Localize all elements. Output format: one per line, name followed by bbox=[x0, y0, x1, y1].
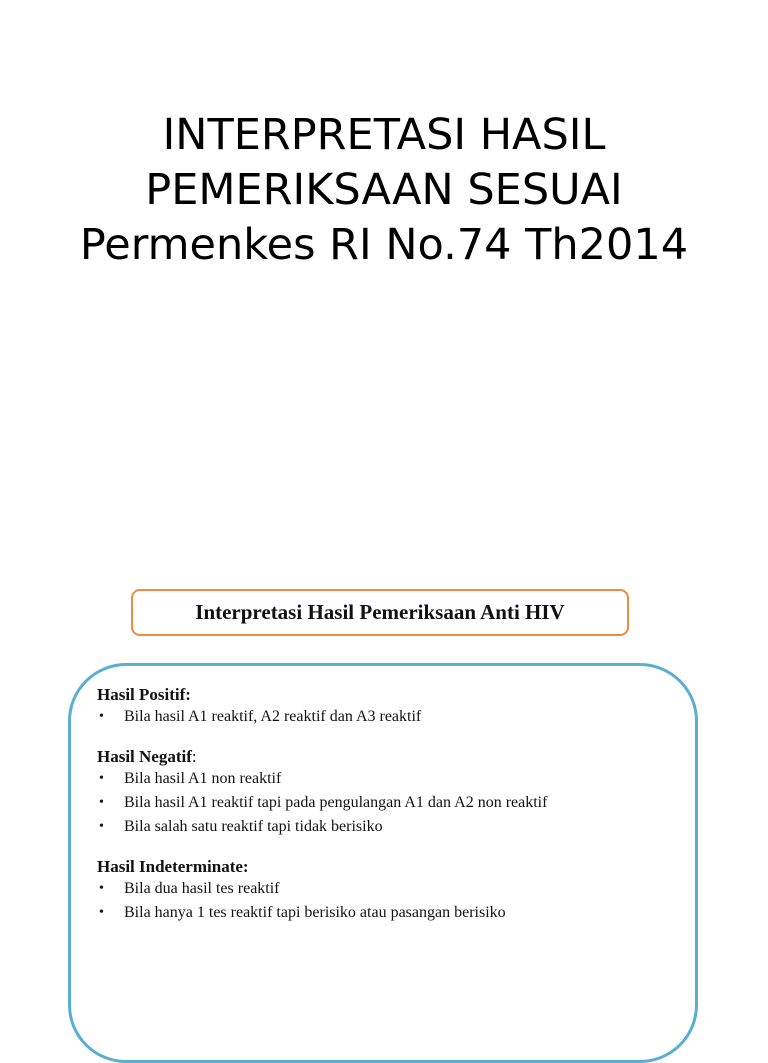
title-line-1: INTERPRETASI HASIL bbox=[162, 110, 606, 160]
bullet-icon: • bbox=[99, 709, 104, 724]
title-line-3: Permenkes RI No.74 Th2014 bbox=[79, 220, 689, 270]
section-heading-negative: Hasil Negatif: bbox=[97, 747, 197, 766]
bullet-icon: • bbox=[99, 771, 104, 786]
list-item: • Bila hasil A1 non reaktif bbox=[97, 768, 677, 790]
title-line-2: PEMERIKSAAN SESUAI bbox=[145, 165, 623, 215]
bullet-icon: • bbox=[99, 881, 104, 896]
bullet-icon: • bbox=[99, 905, 104, 920]
section-heading-indeterminate: Hasil Indeterminate: bbox=[97, 857, 249, 876]
indeterminate-list bbox=[97, 878, 677, 924]
list-item: • Bila hasil A1 reaktif tapi pada pengulangan A1 dan A2 non reaktif bbox=[97, 792, 677, 814]
list-item: • Bila dua hasil tes reaktif bbox=[97, 878, 677, 900]
slide-title bbox=[0, 108, 768, 273]
interpretation-heading: Interpretasi Hasil Pemeriksaan Anti HIV bbox=[195, 600, 565, 624]
negative-list bbox=[97, 768, 677, 838]
interpretation-content bbox=[97, 684, 677, 942]
list-item: • Bila hasil A1 reaktif, A2 reaktif dan A3 reaktif bbox=[97, 706, 677, 728]
list-item: • Bila salah satu reaktif tapi tidak berisiko bbox=[97, 816, 677, 838]
positive-list bbox=[97, 706, 677, 728]
bullet-icon: • bbox=[99, 795, 104, 810]
interpretation-heading-box bbox=[131, 589, 629, 636]
section-heading-positive: Hasil Positif: bbox=[97, 685, 191, 704]
list-item: • Bila hanya 1 tes reaktif tapi berisiko atau pasangan berisiko bbox=[97, 902, 677, 924]
bullet-icon: • bbox=[99, 819, 104, 834]
